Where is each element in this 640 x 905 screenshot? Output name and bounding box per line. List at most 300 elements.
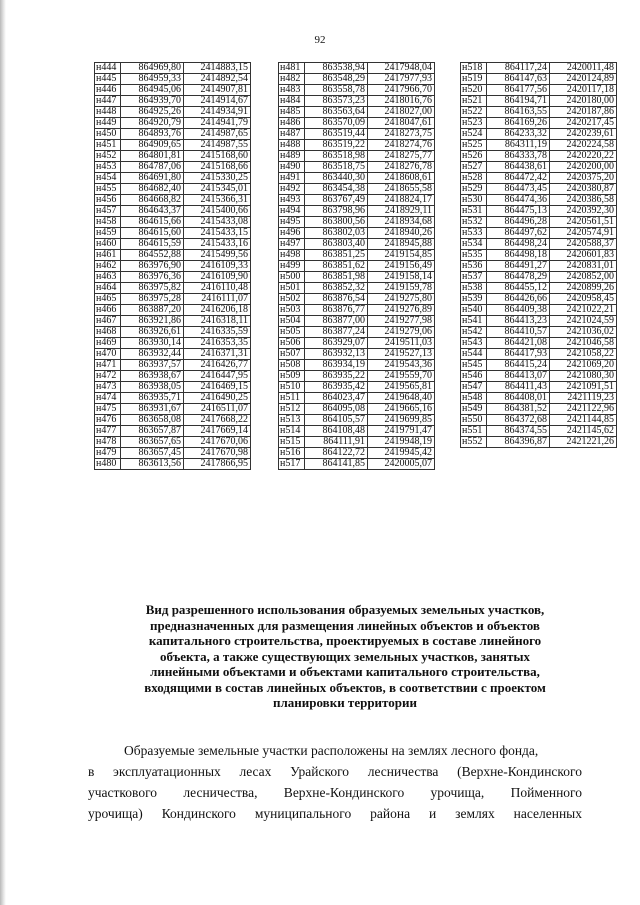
table-row: [95, 305, 251, 316]
x-coordinate-cell: 864939,70: [121, 96, 184, 107]
table-row: [95, 393, 251, 404]
y-coordinate-cell: 2420380,87: [550, 184, 617, 195]
heading-line: предназначенных для размещения линейных объектов и объектов: [150, 617, 540, 633]
table-row: [95, 371, 251, 382]
point-id-cell: н448: [95, 107, 121, 118]
y-coordinate-cell: 2416490,25: [184, 393, 251, 404]
table-row: [279, 404, 435, 415]
point-id-cell: н552: [461, 437, 487, 448]
y-coordinate-cell: 2420220,22: [550, 151, 617, 162]
point-id-cell: н481: [279, 63, 305, 74]
y-coordinate-cell: 2421144,85: [550, 415, 617, 426]
y-coordinate-cell: 2415433,15: [184, 228, 251, 239]
table-row: [461, 305, 617, 316]
x-coordinate-cell: 863440,30: [305, 173, 368, 184]
x-coordinate-cell: 863935,22: [305, 371, 368, 382]
table-row: [279, 217, 435, 228]
x-coordinate-cell: 864409,38: [487, 305, 550, 316]
y-coordinate-cell: 2416110,48: [184, 283, 251, 294]
point-id-cell: н477: [95, 426, 121, 437]
table-row: [95, 107, 251, 118]
heading-line: капитального строительства, проектируемых в составе линейного: [148, 633, 542, 648]
y-coordinate-cell: 2421024,59: [550, 316, 617, 327]
y-coordinate-cell: 2420200,00: [550, 162, 617, 173]
x-coordinate-cell: 863934,19: [305, 360, 368, 371]
y-coordinate-cell: 2414883,15: [184, 63, 251, 74]
table-row: [279, 140, 435, 151]
table-row: [279, 371, 435, 382]
point-id-cell: н498: [279, 250, 305, 261]
x-coordinate-cell: 863613,56: [121, 459, 184, 470]
x-coordinate-cell: 864095,08: [305, 404, 368, 415]
table-row: [95, 283, 251, 294]
point-id-cell: н506: [279, 338, 305, 349]
y-coordinate-cell: 2420180,00: [550, 96, 617, 107]
table-row: [95, 96, 251, 107]
y-coordinate-cell: 2414892,54: [184, 74, 251, 85]
table-row: [461, 382, 617, 393]
table-row: [95, 437, 251, 448]
table-row: [279, 118, 435, 129]
y-coordinate-cell: 2414907,81: [184, 85, 251, 96]
y-coordinate-cell: 2418945,88: [368, 239, 435, 250]
x-coordinate-cell: 863930,14: [121, 338, 184, 349]
point-id-cell: н485: [279, 107, 305, 118]
y-coordinate-cell: 2421145,62: [550, 426, 617, 437]
table-row: [279, 426, 435, 437]
y-coordinate-cell: 2420117,18: [550, 85, 617, 96]
y-coordinate-cell: 2418016,76: [368, 96, 435, 107]
x-coordinate-cell: 863935,42: [305, 382, 368, 393]
table-row: [95, 415, 251, 426]
x-coordinate-cell: 864381,52: [487, 404, 550, 415]
table-row: [461, 437, 617, 448]
point-id-cell: н550: [461, 415, 487, 426]
x-coordinate-cell: 863937,57: [121, 360, 184, 371]
x-coordinate-cell: 864169,26: [487, 118, 550, 129]
x-coordinate-cell: 863877,24: [305, 327, 368, 338]
x-coordinate-cell: 863519,22: [305, 140, 368, 151]
point-id-cell: н525: [461, 140, 487, 151]
y-coordinate-cell: 2415168,60: [184, 151, 251, 162]
x-coordinate-cell: 864396,87: [487, 437, 550, 448]
x-coordinate-cell: 864691,80: [121, 173, 184, 184]
table-row: [279, 283, 435, 294]
table-row: [461, 85, 617, 96]
y-coordinate-cell: 2419159,78: [368, 283, 435, 294]
y-coordinate-cell: 2418824,17: [368, 195, 435, 206]
point-id-cell: н491: [279, 173, 305, 184]
x-coordinate-cell: 864472,42: [487, 173, 550, 184]
x-coordinate-cell: 864372,68: [487, 415, 550, 426]
table-row: [95, 349, 251, 360]
table-row: [95, 74, 251, 85]
point-id-cell: н512: [279, 404, 305, 415]
y-coordinate-cell: 2419945,42: [368, 448, 435, 459]
x-coordinate-cell: 863657,65: [121, 437, 184, 448]
y-coordinate-cell: 2414987,55: [184, 140, 251, 151]
table-row: [279, 448, 435, 459]
point-id-cell: н469: [95, 338, 121, 349]
y-coordinate-cell: 2420958,45: [550, 294, 617, 305]
table-row: [279, 63, 435, 74]
x-coordinate-cell: 863938,05: [121, 382, 184, 393]
point-id-cell: н530: [461, 195, 487, 206]
point-id-cell: н528: [461, 173, 487, 184]
x-coordinate-cell: 864108,48: [305, 426, 368, 437]
table-row: [461, 184, 617, 195]
scan-binding-edge: [0, 0, 6, 905]
heading-line: планировки территории: [273, 695, 417, 710]
table-row: [95, 195, 251, 206]
point-id-cell: н453: [95, 162, 121, 173]
y-coordinate-cell: 2419275,80: [368, 294, 435, 305]
x-coordinate-cell: 864177,56: [487, 85, 550, 96]
x-coordinate-cell: 864122,72: [305, 448, 368, 459]
point-id-cell: н480: [95, 459, 121, 470]
y-coordinate-cell: 2419648,40: [368, 393, 435, 404]
x-coordinate-cell: 864410,57: [487, 327, 550, 338]
y-coordinate-cell: 2417948,04: [368, 63, 435, 74]
y-coordinate-cell: 2421080,30: [550, 371, 617, 382]
point-id-cell: н472: [95, 371, 121, 382]
table-row: [95, 140, 251, 151]
point-id-cell: н450: [95, 129, 121, 140]
point-id-cell: н551: [461, 426, 487, 437]
y-coordinate-cell: 2421036,02: [550, 327, 617, 338]
x-coordinate-cell: 863932,44: [121, 349, 184, 360]
y-coordinate-cell: 2415330,25: [184, 173, 251, 184]
y-coordinate-cell: 2420011,48: [550, 63, 617, 74]
y-coordinate-cell: 2417670,98: [184, 448, 251, 459]
point-id-cell: н502: [279, 294, 305, 305]
table-row: [95, 272, 251, 283]
table-row: [461, 63, 617, 74]
point-id-cell: н490: [279, 162, 305, 173]
point-id-cell: н463: [95, 272, 121, 283]
x-coordinate-cell: 863538,94: [305, 63, 368, 74]
x-coordinate-cell: 863851,62: [305, 261, 368, 272]
table-row: [279, 382, 435, 393]
x-coordinate-cell: 863921,86: [121, 316, 184, 327]
point-id-cell: н524: [461, 129, 487, 140]
y-coordinate-cell: 2419665,16: [368, 404, 435, 415]
x-coordinate-cell: 864615,59: [121, 239, 184, 250]
y-coordinate-cell: 2420852,00: [550, 272, 617, 283]
table-row: [95, 151, 251, 162]
x-coordinate-cell: 864945,06: [121, 85, 184, 96]
table-row: [279, 294, 435, 305]
table-row: [279, 85, 435, 96]
table-row: [461, 129, 617, 140]
point-id-cell: н486: [279, 118, 305, 129]
point-id-cell: н444: [95, 63, 121, 74]
table-row: [461, 140, 617, 151]
x-coordinate-cell: 864473,45: [487, 184, 550, 195]
y-coordinate-cell: 2416109,33: [184, 261, 251, 272]
point-id-cell: н465: [95, 294, 121, 305]
table-row: [461, 338, 617, 349]
point-id-cell: н478: [95, 437, 121, 448]
point-id-cell: н519: [461, 74, 487, 85]
coordinates-table-1: [94, 62, 251, 470]
table-row: [461, 239, 617, 250]
point-id-cell: н544: [461, 349, 487, 360]
table-row: [461, 74, 617, 85]
y-coordinate-cell: 2416447,95: [184, 371, 251, 382]
point-id-cell: н492: [279, 184, 305, 195]
point-id-cell: н541: [461, 316, 487, 327]
point-id-cell: н495: [279, 217, 305, 228]
x-coordinate-cell: 863938,67: [121, 371, 184, 382]
x-coordinate-cell: 864787,06: [121, 162, 184, 173]
point-id-cell: н540: [461, 305, 487, 316]
paragraph-line: в эксплуатационных лесах Урайского лесничества (Верхне-Кондинского: [88, 764, 582, 779]
point-id-cell: н451: [95, 140, 121, 151]
y-coordinate-cell: 2417866,95: [184, 459, 251, 470]
point-id-cell: н493: [279, 195, 305, 206]
y-coordinate-cell: 2420217,45: [550, 118, 617, 129]
x-coordinate-cell: 864682,40: [121, 184, 184, 195]
x-coordinate-cell: 863802,03: [305, 228, 368, 239]
x-coordinate-cell: 863657,87: [121, 426, 184, 437]
y-coordinate-cell: 2416318,11: [184, 316, 251, 327]
point-id-cell: н449: [95, 118, 121, 129]
x-coordinate-cell: 863851,98: [305, 272, 368, 283]
x-coordinate-cell: 864969,80: [121, 63, 184, 74]
table-row: [461, 162, 617, 173]
x-coordinate-cell: 864455,12: [487, 283, 550, 294]
point-id-cell: н536: [461, 261, 487, 272]
table-row: [95, 338, 251, 349]
point-id-cell: н539: [461, 294, 487, 305]
x-coordinate-cell: 864909,65: [121, 140, 184, 151]
y-coordinate-cell: 2419791,47: [368, 426, 435, 437]
y-coordinate-cell: 2421091,51: [550, 382, 617, 393]
y-coordinate-cell: 2418273,75: [368, 129, 435, 140]
x-coordinate-cell: 864426,66: [487, 294, 550, 305]
x-coordinate-cell: 864491,27: [487, 261, 550, 272]
x-coordinate-cell: 864411,43: [487, 382, 550, 393]
point-id-cell: н458: [95, 217, 121, 228]
y-coordinate-cell: 2416335,59: [184, 327, 251, 338]
table-row: [95, 162, 251, 173]
page-number: 92: [314, 34, 326, 46]
x-coordinate-cell: 864141,85: [305, 459, 368, 470]
table-row: [95, 184, 251, 195]
y-coordinate-cell: 2414934,91: [184, 107, 251, 118]
point-id-cell: н487: [279, 129, 305, 140]
x-coordinate-cell: 863657,45: [121, 448, 184, 459]
x-coordinate-cell: 863926,61: [121, 327, 184, 338]
table-row: [461, 118, 617, 129]
x-coordinate-cell: 863887,20: [121, 305, 184, 316]
x-coordinate-cell: 863852,32: [305, 283, 368, 294]
y-coordinate-cell: 2420239,61: [550, 129, 617, 140]
point-id-cell: н510: [279, 382, 305, 393]
table-row: [279, 327, 435, 338]
x-coordinate-cell: 864417,93: [487, 349, 550, 360]
table-row: [461, 96, 617, 107]
y-coordinate-cell: 2414941,79: [184, 118, 251, 129]
x-coordinate-cell: 864478,29: [487, 272, 550, 283]
x-coordinate-cell: 863851,25: [305, 250, 368, 261]
point-id-cell: н504: [279, 316, 305, 327]
x-coordinate-cell: 864959,33: [121, 74, 184, 85]
point-id-cell: н514: [279, 426, 305, 437]
y-coordinate-cell: 2420386,58: [550, 195, 617, 206]
coordinates-table-2: [278, 62, 435, 470]
point-id-cell: н511: [279, 393, 305, 404]
table-row: [95, 404, 251, 415]
x-coordinate-cell: 864163,55: [487, 107, 550, 118]
point-id-cell: н535: [461, 250, 487, 261]
table-row: [461, 371, 617, 382]
table-row: [279, 162, 435, 173]
point-id-cell: н505: [279, 327, 305, 338]
table-row: [279, 151, 435, 162]
point-id-cell: н516: [279, 448, 305, 459]
y-coordinate-cell: 2419276,89: [368, 305, 435, 316]
x-coordinate-cell: 864311,19: [487, 140, 550, 151]
x-coordinate-cell: 863976,36: [121, 272, 184, 283]
x-coordinate-cell: 864552,88: [121, 250, 184, 261]
point-id-cell: н548: [461, 393, 487, 404]
table-row: [95, 63, 251, 74]
point-id-cell: н545: [461, 360, 487, 371]
table-row: [279, 74, 435, 85]
point-id-cell: н531: [461, 206, 487, 217]
y-coordinate-cell: 2419277,98: [368, 316, 435, 327]
point-id-cell: н499: [279, 261, 305, 272]
y-coordinate-cell: 2420574,91: [550, 228, 617, 239]
y-coordinate-cell: 2420831,01: [550, 261, 617, 272]
table-row: [279, 250, 435, 261]
point-id-cell: н454: [95, 173, 121, 184]
paragraph-line: урочища) Кондинского муниципального района и землях населенных: [88, 806, 582, 821]
point-id-cell: н455: [95, 184, 121, 195]
x-coordinate-cell: 864615,60: [121, 228, 184, 239]
y-coordinate-cell: 2418929,11: [368, 206, 435, 217]
y-coordinate-cell: 2416371,31: [184, 349, 251, 360]
point-id-cell: н523: [461, 118, 487, 129]
table-row: [95, 173, 251, 184]
table-row: [461, 173, 617, 184]
point-id-cell: н501: [279, 283, 305, 294]
table-row: [95, 217, 251, 228]
table-row: [279, 349, 435, 360]
point-id-cell: н533: [461, 228, 487, 239]
heading-line: Вид разрешенного использования образуемых земельных участков,: [145, 602, 545, 617]
x-coordinate-cell: 863570,09: [305, 118, 368, 129]
point-id-cell: н546: [461, 371, 487, 382]
x-coordinate-cell: 864117,24: [487, 63, 550, 74]
x-coordinate-cell: 864233,32: [487, 129, 550, 140]
table-row: [95, 316, 251, 327]
y-coordinate-cell: 2417977,93: [368, 74, 435, 85]
table-row: [279, 206, 435, 217]
paragraph-line: участкового лесничества, Верхне-Кондинского урочища, Пойменного: [88, 785, 582, 800]
x-coordinate-cell: 863518,75: [305, 162, 368, 173]
x-coordinate-cell: 863929,07: [305, 338, 368, 349]
y-coordinate-cell: 2420375,20: [550, 173, 617, 184]
point-id-cell: н461: [95, 250, 121, 261]
x-coordinate-cell: 864374,55: [487, 426, 550, 437]
y-coordinate-cell: 2420224,58: [550, 140, 617, 151]
x-coordinate-cell: 864615,66: [121, 217, 184, 228]
point-id-cell: н484: [279, 96, 305, 107]
table-row: [95, 294, 251, 305]
y-coordinate-cell: 2414914,67: [184, 96, 251, 107]
y-coordinate-cell: 2415499,56: [184, 250, 251, 261]
y-coordinate-cell: 2420588,37: [550, 239, 617, 250]
x-coordinate-cell: 863975,82: [121, 283, 184, 294]
coordinates-table-3: [460, 62, 617, 448]
table-row: [279, 415, 435, 426]
point-id-cell: н489: [279, 151, 305, 162]
table-row: [461, 426, 617, 437]
point-id-cell: н537: [461, 272, 487, 283]
y-coordinate-cell: 2416426,77: [184, 360, 251, 371]
table-row: [95, 382, 251, 393]
point-id-cell: н508: [279, 360, 305, 371]
x-coordinate-cell: 864801,81: [121, 151, 184, 162]
point-id-cell: н471: [95, 360, 121, 371]
table-row: [461, 349, 617, 360]
point-id-cell: н460: [95, 239, 121, 250]
table-row: [279, 305, 435, 316]
point-id-cell: н521: [461, 96, 487, 107]
point-id-cell: н464: [95, 283, 121, 294]
y-coordinate-cell: 2421046,58: [550, 338, 617, 349]
table-row: [279, 129, 435, 140]
y-coordinate-cell: 2418655,58: [368, 184, 435, 195]
table-row: [279, 261, 435, 272]
y-coordinate-cell: 2414987,65: [184, 129, 251, 140]
x-coordinate-cell: 864105,57: [305, 415, 368, 426]
point-id-cell: н496: [279, 228, 305, 239]
y-coordinate-cell: 2418934,68: [368, 217, 435, 228]
table-row: [461, 294, 617, 305]
x-coordinate-cell: 863876,77: [305, 305, 368, 316]
y-coordinate-cell: 2420187,86: [550, 107, 617, 118]
table-row: [279, 228, 435, 239]
table-row: [279, 393, 435, 404]
point-id-cell: н476: [95, 415, 121, 426]
table-row: [461, 404, 617, 415]
x-coordinate-cell: 864147,63: [487, 74, 550, 85]
table-row: [95, 426, 251, 437]
table-row: [279, 239, 435, 250]
table-row: [95, 327, 251, 338]
table-row: [95, 239, 251, 250]
x-coordinate-cell: 864421,08: [487, 338, 550, 349]
point-id-cell: н462: [95, 261, 121, 272]
y-coordinate-cell: 2417668,22: [184, 415, 251, 426]
x-coordinate-cell: 863800,56: [305, 217, 368, 228]
x-coordinate-cell: 864925,26: [121, 107, 184, 118]
y-coordinate-cell: 2419559,70: [368, 371, 435, 382]
point-id-cell: н447: [95, 96, 121, 107]
table-row: [279, 338, 435, 349]
table-row: [461, 393, 617, 404]
x-coordinate-cell: 863975,28: [121, 294, 184, 305]
x-coordinate-cell: 863932,13: [305, 349, 368, 360]
x-coordinate-cell: 863518,98: [305, 151, 368, 162]
point-id-cell: н488: [279, 140, 305, 151]
y-coordinate-cell: 2415400,66: [184, 206, 251, 217]
table-row: [95, 250, 251, 261]
